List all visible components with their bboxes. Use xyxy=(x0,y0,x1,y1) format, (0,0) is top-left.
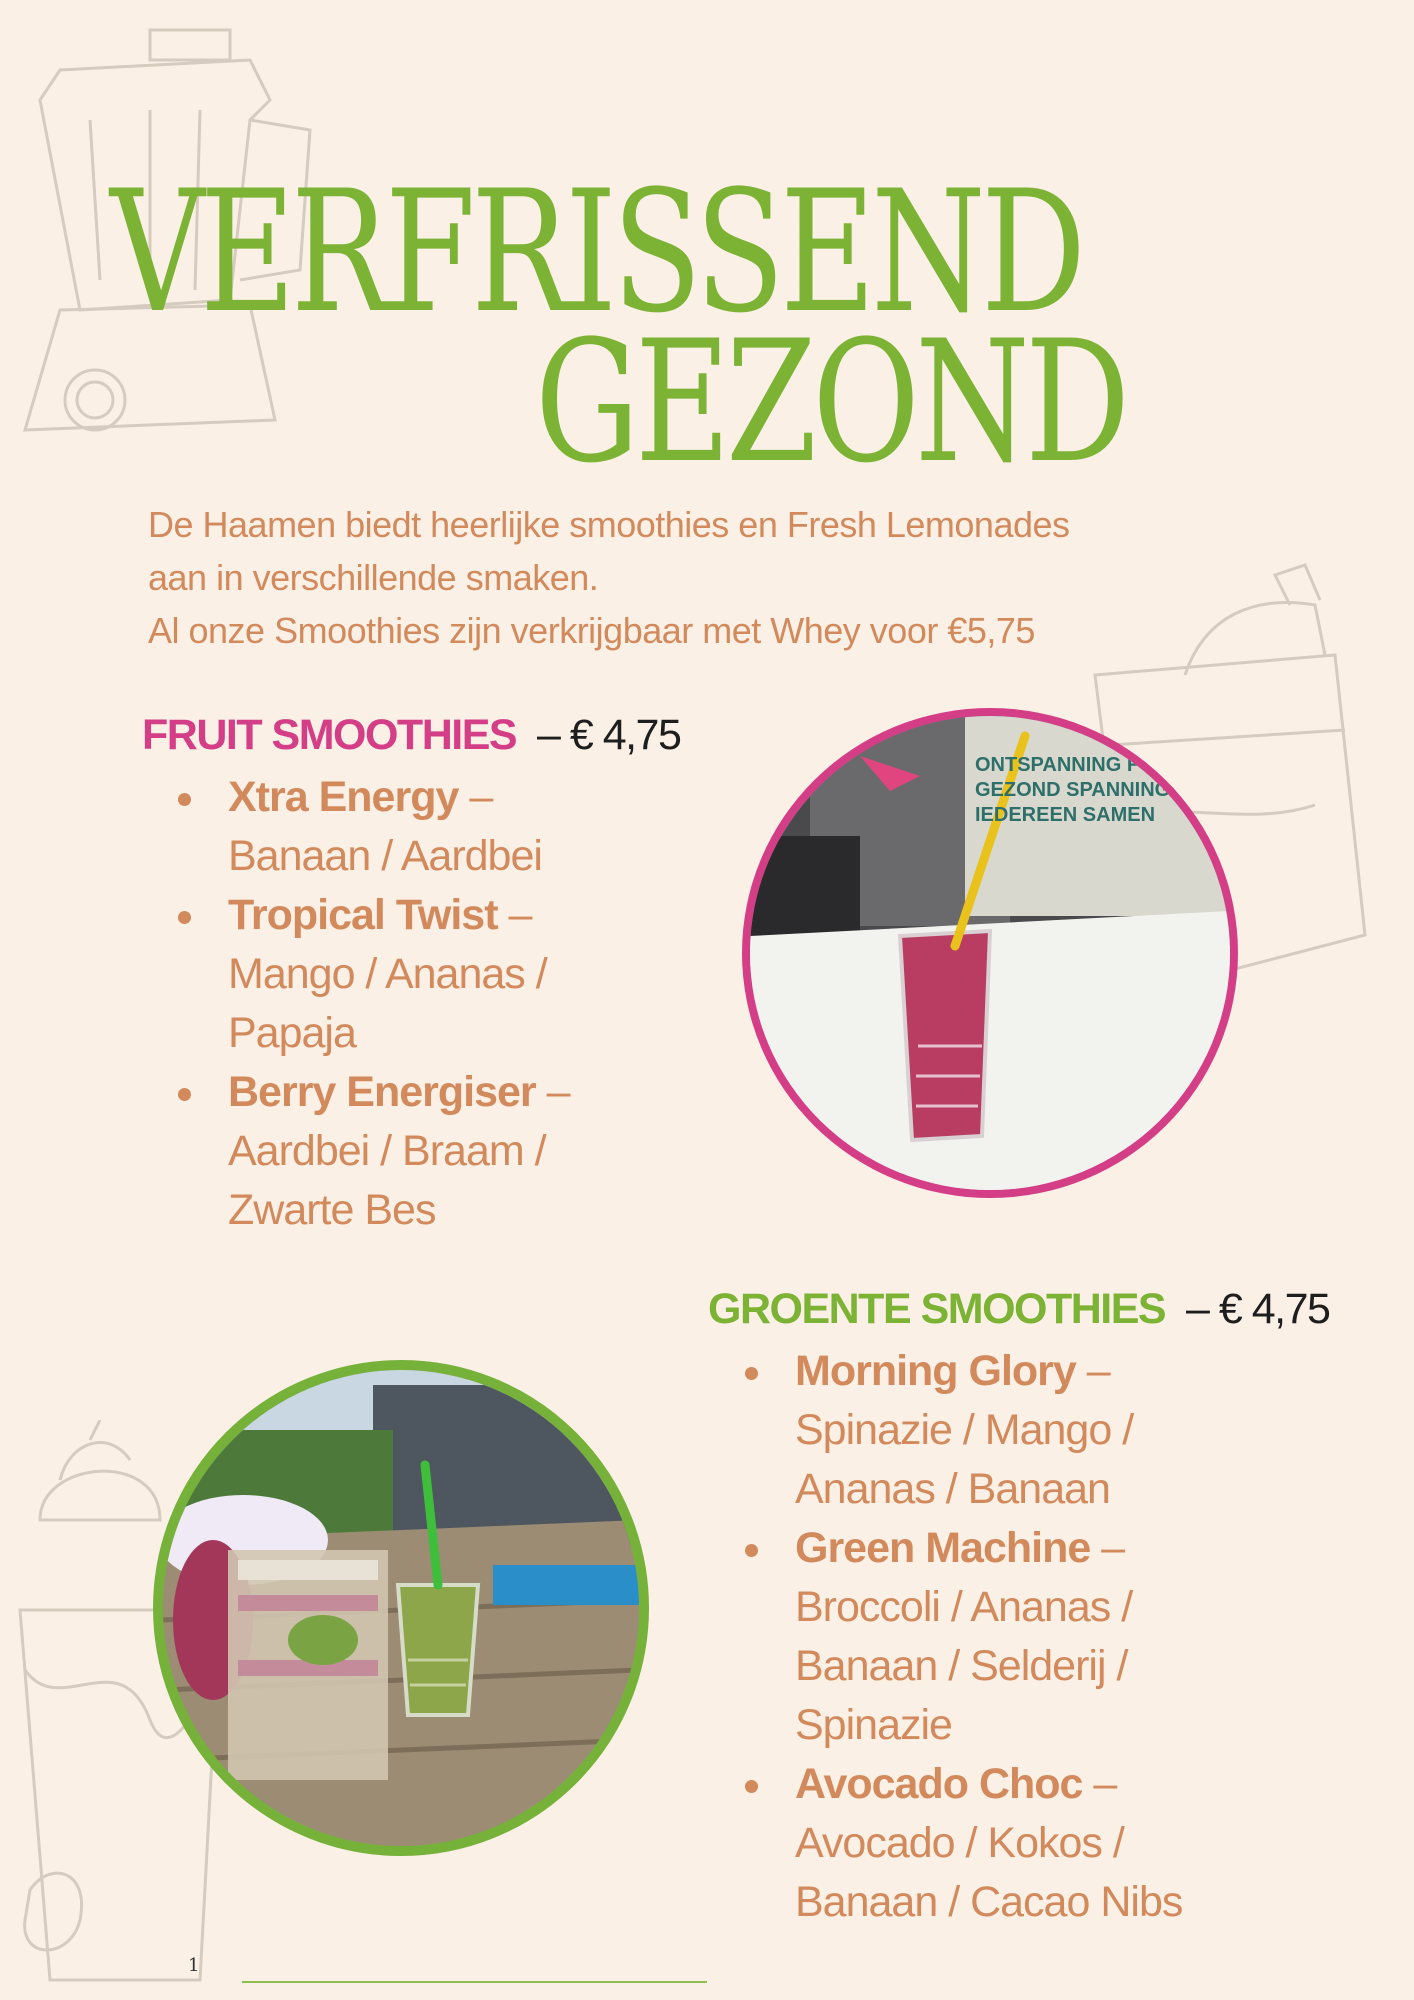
fruit-smoothie-image xyxy=(750,716,1230,1190)
item-name: Xtra Energy xyxy=(228,773,459,821)
item-separator: – xyxy=(497,891,532,939)
item-name: Morning Glory xyxy=(795,1347,1076,1395)
item-separator: – xyxy=(535,1068,570,1116)
list-item xyxy=(745,1755,1185,1932)
list-item xyxy=(178,768,638,886)
page-title-line2: GEZOND xyxy=(535,304,1126,500)
list-item xyxy=(178,1063,638,1240)
category-label: FRUIT SMOOTHIES xyxy=(142,711,517,759)
item-ingredients: Aardbei / Braam / Zwarte Bes xyxy=(228,1127,546,1234)
intro-line: aan in verschillende smaken. xyxy=(148,557,599,598)
fruit-smoothies-heading xyxy=(142,711,680,760)
fruit-smoothie-photo xyxy=(742,708,1238,1198)
page-title-line1: VERFRISSEND xyxy=(110,154,1082,350)
bullet-icon xyxy=(745,1544,758,1557)
item-ingredients: Avocado / Kokos / Banaan / Cacao Nibs xyxy=(795,1819,1183,1926)
bullet-icon xyxy=(178,1088,191,1101)
groente-smoothies-list xyxy=(745,1342,1185,1932)
item-ingredients: Broccoli / Ananas / Banaan / Selderij / Spinazie xyxy=(795,1583,1133,1749)
banner-text: ONTSPANNING FO xyxy=(975,754,1155,776)
category-price: – € 4,75 xyxy=(1186,1285,1330,1333)
item-name: Avocado Choc xyxy=(795,1760,1083,1808)
list-item xyxy=(745,1342,1185,1519)
fruit-smoothies-list xyxy=(178,768,638,1240)
bullet-icon xyxy=(745,1367,758,1380)
item-name: Berry Energiser xyxy=(228,1068,536,1116)
item-ingredients: Banaan / Aardbei xyxy=(228,832,542,880)
item-separator: – xyxy=(1090,1524,1125,1572)
footer-divider xyxy=(242,1981,707,1983)
category-label: GROENTE SMOOTHIES xyxy=(708,1285,1166,1333)
item-separator: – xyxy=(1075,1347,1110,1395)
item-ingredients: Spinazie / Mango / Ananas / Banaan xyxy=(795,1406,1134,1513)
item-ingredients: Mango / Ananas / Papaja xyxy=(228,950,547,1057)
category-price: – € 4,75 xyxy=(536,711,681,759)
list-item xyxy=(745,1519,1185,1755)
banner-text: IEDEREEN SAMEN xyxy=(975,804,1156,826)
item-separator: – xyxy=(458,773,493,821)
item-name: Tropical Twist xyxy=(228,891,498,939)
item-separator: – xyxy=(1082,1760,1117,1808)
groente-smoothies-heading xyxy=(708,1285,1329,1334)
intro-text xyxy=(148,498,1298,657)
bullet-icon xyxy=(178,911,191,924)
green-smoothie-photo xyxy=(153,1360,649,1856)
banner-text: GEZOND SPANNING xyxy=(975,779,1171,801)
bullet-icon xyxy=(178,793,191,806)
page-number: 1 xyxy=(188,1955,200,1976)
intro-line: De Haamen biedt heerlijke smoothies en Fresh Lemonades xyxy=(148,504,1070,545)
intro-line: Al onze Smoothies zijn verkrijgbaar met Whey voor €5,75 xyxy=(148,610,1035,651)
bullet-icon xyxy=(745,1780,758,1793)
green-smoothie-image xyxy=(163,1370,639,1846)
item-name: Green Machine xyxy=(795,1524,1091,1572)
list-item xyxy=(178,886,638,1063)
